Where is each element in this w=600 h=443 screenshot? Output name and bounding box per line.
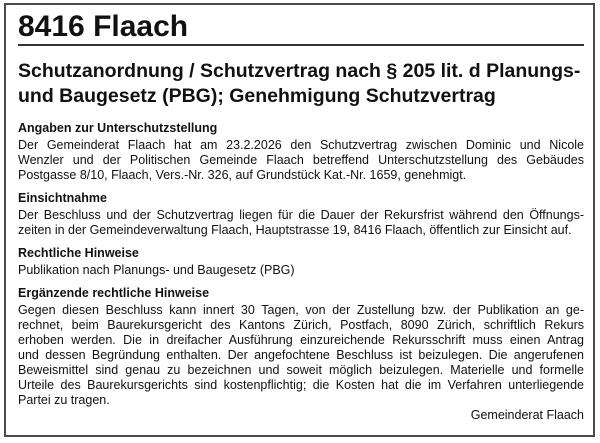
section-paragraph [18,263,584,278]
notice-title-line-1: Schutzanordnung / Schutzvertrag nach § 205 lit. d Planungs- [18,60,581,82]
masthead-rule [18,44,584,46]
section [18,246,584,278]
paragraph-line: rechnet, beim Baurekursgericht des Kantons Zürich, Postfach, 8090 Zürich, schriftlich Rekurs [18,318,584,332]
section [18,286,584,408]
section-heading: Rechtliche Hinweise [18,246,139,260]
notice-title-line-2: und Baugesetz (PBG); Genehmigung Schutzvertrag [18,85,496,107]
section-paragraph [18,138,584,183]
paragraph-line: Beweismittel sind genau zu bezeichnen und soweit möglich beizulegen. Materielle und formelle [18,363,584,377]
notice-frame [4,3,595,437]
paragraph-line: erhoben werden. Die in dreifacher Ausführung einzureichende Rekursschrift muss einen Antrag [18,333,584,347]
paragraph-line: Gegen diesen Beschluss kann innert 30 Tagen, von der Zustellung bzw. der Publikation an ge- [18,303,584,317]
paragraph-line: Der Gemeinderat Flaach hat am 23.2.2026 den Schutzvertrag zwischen Dominic und Nicole [18,138,584,152]
notice-sections [18,121,584,408]
paragraph-line: Partei zu tragen. [18,393,110,407]
signature: Gemeinderat Flaach [470,408,584,422]
section [18,121,584,183]
section [18,191,584,238]
section-paragraph [18,208,584,238]
section-paragraph [18,303,584,408]
notice-title [18,59,584,109]
section-heading: Einsichtnahme [18,191,107,205]
paragraph-line: Postgasse 8/10, Flaach, Vers.-Nr. 326, auf Grundstück Kat.-Nr. 1659, genehmigt. [18,168,467,182]
paragraph-line: Urteile des Baurekursgerichts sind kostenpflichtig; die Kosten hat die im Verfahren unterliegende [18,378,584,392]
section-heading: Ergänzende rechtliche Hinweise [18,286,210,300]
section-heading: Angaben zur Unterschutzstellung [18,121,218,135]
paragraph-line: Wenzler und der Politischen Gemeinde Flaach betreffend Unterschutzstellung des Gebäudes [18,153,584,167]
paragraph-line: zeiten in der Gemeindeverwaltung Flaach, Hauptstrasse 19, 8416 Flaach, öffentlich zur Einsicht auf. [18,223,572,237]
paragraph-line: Der Beschluss und der Schutzvertrag liegen für die Dauer der Rekursfrist während den Öffnungs- [18,208,584,222]
masthead-municipality: 8416 Flaach [18,10,189,43]
paragraph-line: und dessen Begründung enthalten. Der angefochtene Beschluss ist beizulegen. Die angerufenen [18,348,584,362]
paragraph-line: Publikation nach Planungs- und Baugesetz (PBG) [18,263,295,277]
